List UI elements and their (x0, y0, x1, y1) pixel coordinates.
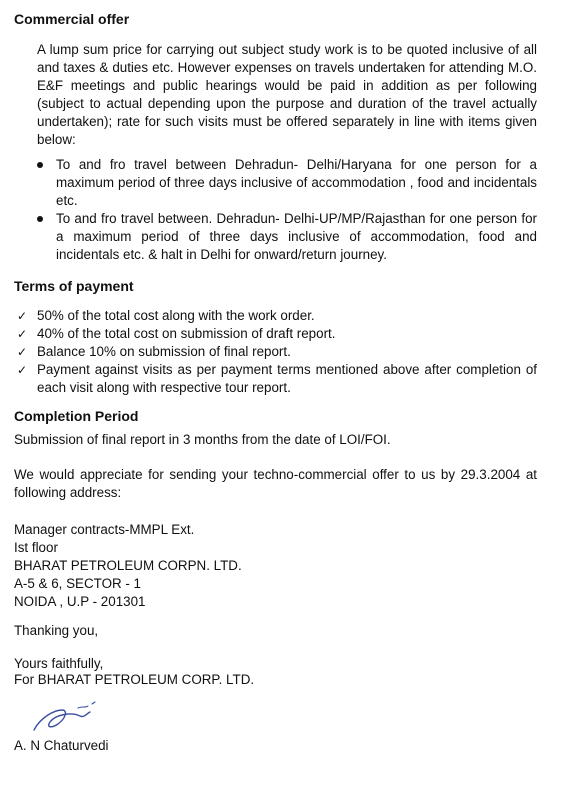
thanking-text: Thanking you, (14, 623, 99, 638)
completion-text: Submission of final report in 3 months from the date of LOI/FOI. (14, 432, 391, 447)
payment-item: 50% of the total cost along with the work order. (37, 308, 315, 323)
address-line: A-5 & 6, SECTOR - 1 (14, 576, 142, 591)
address-line: NOIDA , U.P - 201301 (14, 594, 146, 609)
payment-item: Payment against visits as per payment terms mentioned above after completion of each visit along with respective tour report. (37, 362, 537, 395)
commercial-offer-heading: Commercial offer (14, 11, 130, 27)
payment-item: Balance 10% on submission of final report. (37, 344, 291, 359)
address-line: Ist floor (14, 540, 58, 555)
payment-item: 40% of the total cost on submission of draft report. (37, 326, 336, 341)
completion-period-heading: Completion Period (14, 408, 139, 424)
checkmark-icon: ✓ (17, 345, 28, 359)
signatory-name: A. N Chaturvedi (14, 738, 109, 753)
address-line: Manager contracts-MMPL Ext. (14, 522, 195, 537)
bullet-dot-icon (37, 216, 43, 222)
handwritten-signature (28, 698, 108, 738)
checkmark-icon: ✓ (17, 363, 28, 377)
appreciation-text: We would appreciate for sending your techno-commercial offer to us by 29.3.2004 at following address: (14, 467, 537, 500)
bullet-text: To and fro travel between Dehradun- Delhi/Haryana for one person for a maximum period of three days inclusive of accommodation , food and incidentals etc. (56, 157, 537, 208)
checkmark-icon: ✓ (17, 327, 28, 341)
yours-faithfully-text: Yours faithfully, (14, 656, 104, 671)
checkmark-icon: ✓ (17, 309, 28, 323)
terms-of-payment-heading: Terms of payment (14, 278, 134, 294)
bullet-dot-icon (37, 162, 43, 168)
commercial-offer-paragraph: A lump sum price for carrying out subject study work is to be quoted inclusive of all and taxes & duties etc. However expenses on travels undertaken for attending M.O. E&F meetings and public hearings would be paid in addition as per following (subject to actual depending upon the purpose and duration of the travel actually undertaken); rate for such visits must be offered separately in line with items given below: (37, 42, 537, 147)
address-line: BHARAT PETROLEUM CORPN. LTD. (14, 558, 242, 573)
bullet-text: To and fro travel between. Dehradun- Delhi-UP/MP/Rajasthan for one person for a maximum period of three days inclusive of accommodation, food and incidentals etc. & halt in Delhi for onward/return journey. (56, 211, 537, 262)
company-sign-off: For BHARAT PETROLEUM CORP. LTD. (14, 672, 255, 687)
